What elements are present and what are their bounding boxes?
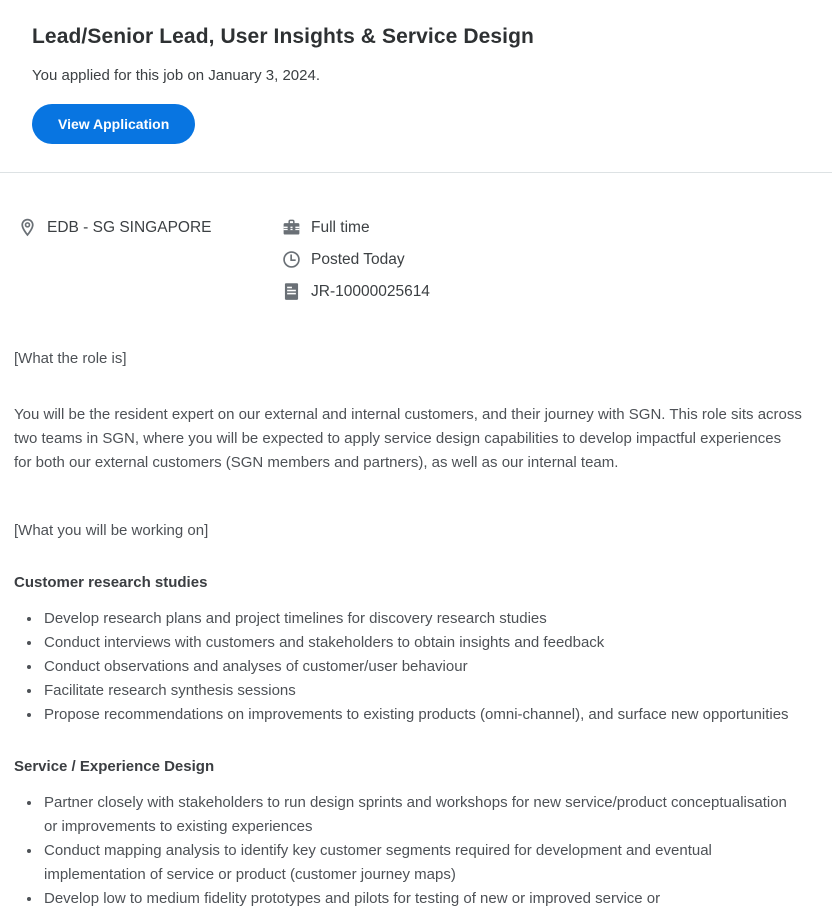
job-location-label: EDB - SG SINGAPORE xyxy=(47,218,212,236)
job-header xyxy=(0,0,832,144)
group-heading-service-experience-design: Service / Experience Design xyxy=(14,758,215,775)
service-design-bullet-list xyxy=(14,791,802,911)
job-requisition-id-label: JR-10000025614 xyxy=(311,282,430,300)
job-posted-label: Posted Today xyxy=(311,250,405,268)
job-time-type xyxy=(281,217,816,238)
bullet-item: • Facilitate research synthesis sessions xyxy=(42,679,802,703)
job-description xyxy=(0,313,832,911)
header-divider xyxy=(0,172,832,173)
group-heading-customer-research: Customer research studies xyxy=(14,574,208,591)
job-title: Lead/Senior Lead, User Insights & Service Design xyxy=(32,25,534,48)
bullet-item: • Conduct observations and analyses of customer/user behaviour xyxy=(42,655,802,679)
briefcase-icon xyxy=(281,217,302,238)
clock-icon xyxy=(281,249,302,270)
section-label-what-you-will-work-on: [What you will be working on] xyxy=(14,522,209,539)
job-requisition-id xyxy=(281,281,816,302)
job-meta-right-column xyxy=(281,217,816,313)
customer-research-bullet-list xyxy=(14,607,802,727)
applied-message: You applied for this job on January 3, 2024. xyxy=(32,67,320,84)
location-pin-icon xyxy=(17,217,38,238)
job-time-type-label: Full time xyxy=(311,218,370,236)
role-intro-paragraph: You will be the resident expert on our external and internal customers, and their journey with SGN. This role sits across two teams in SGN, where you will be expected to apply service design capabilities to develop impactful experiences for both our external customers (SGN members and partners), as well as our internal team. xyxy=(14,406,802,471)
section-label-what-the-role-is: [What the role is] xyxy=(14,350,127,367)
job-location xyxy=(17,217,281,238)
bullet-item: • Develop research plans and project timelines for discovery research studies xyxy=(42,607,802,631)
bullet-item: • Conduct mapping analysis to identify key customer segments required for development and eventual implementation of service or product (customer journey maps) xyxy=(42,839,802,887)
job-posted xyxy=(281,249,816,270)
bullet-item: • Develop low to medium fidelity prototypes and pilots for testing of new or improved service or xyxy=(42,887,802,911)
job-meta-left-column xyxy=(17,217,281,313)
document-icon xyxy=(281,281,302,302)
job-meta xyxy=(0,181,832,313)
view-application-button[interactable]: View Application xyxy=(32,104,195,144)
bullet-item: • Propose recommendations on improvements to existing products (omni-channel), and surface new opportunities xyxy=(42,703,802,727)
bullet-item: • Conduct interviews with customers and stakeholders to obtain insights and feedback xyxy=(42,631,802,655)
bullet-item: • Partner closely with stakeholders to run design sprints and workshops for new service/product conceptualisation or improvements to existing experiences xyxy=(42,791,802,839)
